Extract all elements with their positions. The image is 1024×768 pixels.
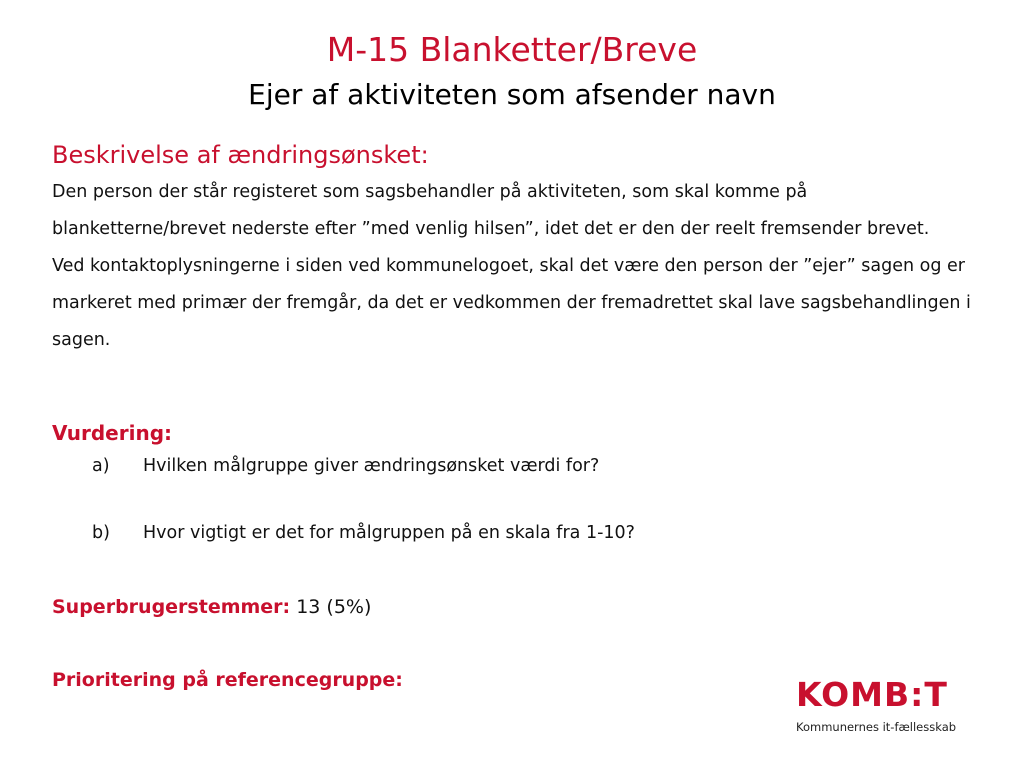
logo-tagline: Kommunernes it-fællesskab [796, 720, 957, 734]
kombit-logo [796, 676, 976, 734]
votes-label: Superbrugerstemmer: [52, 596, 291, 618]
assessment-heading: Vurdering: [52, 421, 173, 445]
superuser-votes [52, 592, 371, 622]
description-paragraph: Den person der står registeret som sagsbehandler på aktiviteten, som skal komme på blanketterne/brevet nederste efter ”med venlig hilsen”, idet det er den der reelt fremsender brevet. [52, 182, 930, 239]
slide-title: M-15 Blanketter/Breve [326, 30, 698, 69]
assessment-item-letter: a) [92, 456, 110, 476]
slide-subtitle: Ejer af aktiviteten som afsender navn [248, 78, 776, 111]
description-body [52, 174, 982, 359]
assessment-item-text: Hvilken målgruppe giver ændringsønsket værdi for? [143, 456, 600, 476]
priority-label: Prioritering på referencegruppe: [52, 669, 403, 691]
votes-value: 13 (5%) [296, 596, 372, 618]
logo-wordmark: KOMB:T [796, 675, 948, 714]
assessment-item-text: Hvor vigtigt er det for målgruppen på en skala fra 1-10? [143, 523, 635, 543]
assessment-item-letter: b) [92, 523, 110, 543]
description-paragraph: Ved kontaktoplysningerne i siden ved kommunelogoet, skal det være den person der ”ejer” sagen og er markeret med primær der fremgår, da det er vedkommen der fremadrettet skal lave sagsbehandlingen i sagen. [52, 256, 971, 350]
description-heading: Beskrivelse af ændringsønsket: [52, 141, 429, 169]
